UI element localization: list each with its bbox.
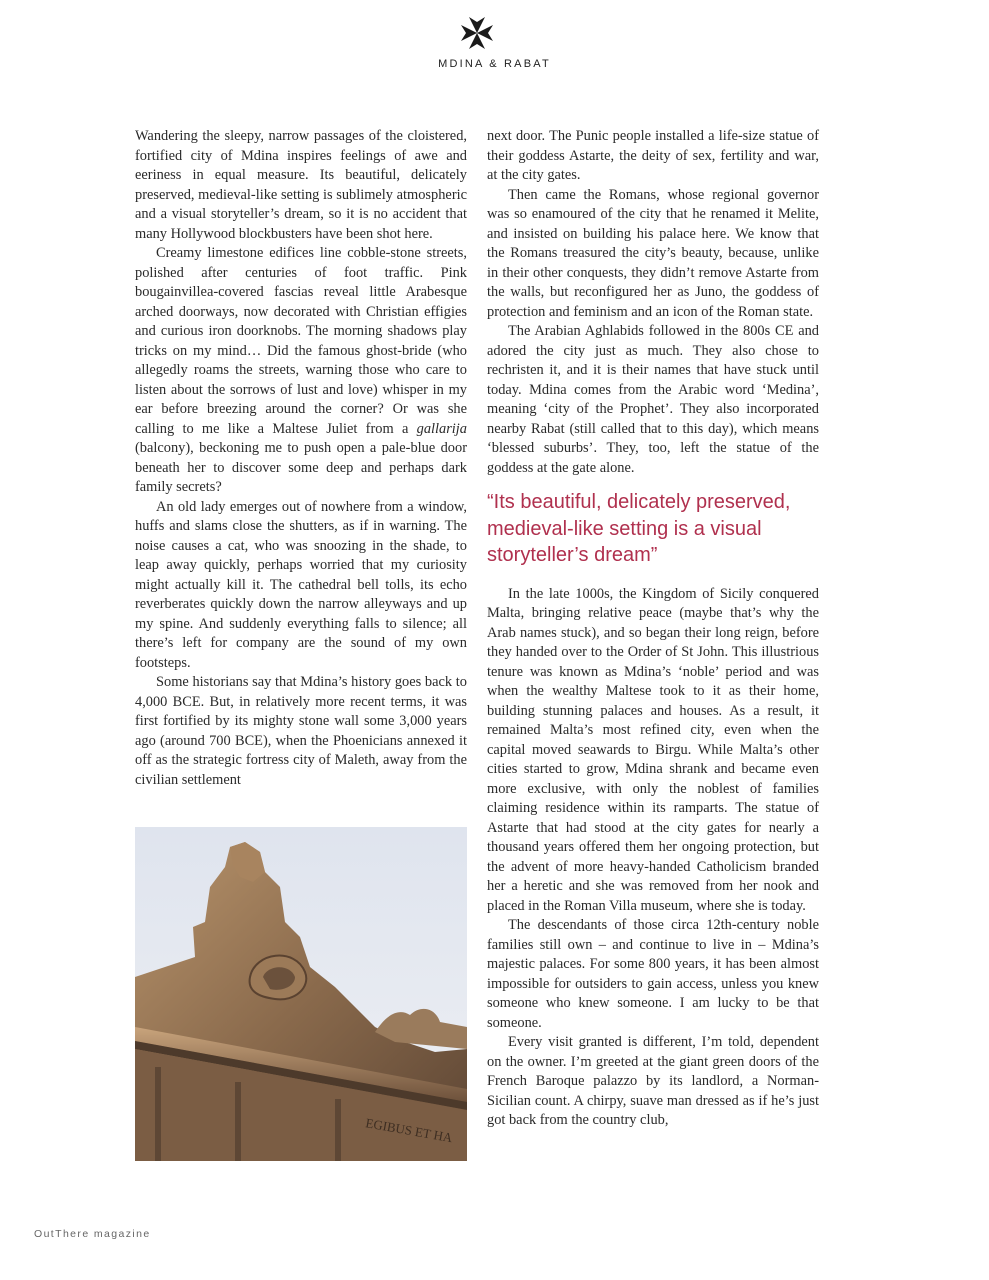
paragraph: The descendants of those circa 12th-century noble families still own – and continue to live in – Mdina’s majestic palaces. For some 800 years, it has been almost impossible for outsiders to gain access, unless you knew someone who knew someone. I am lucky to be that someone. xyxy=(487,917,819,1031)
architecture-photo xyxy=(135,827,467,1161)
paragraph: The Arabian Aghlabids followed in the 800s CE and adored the city just as much. They also chose to rechristen it, and it is their names that have stuck until today. Mdina comes from the Arabic word ‘Medina’, meaning ‘city of the Prophet’. They also incorporated nearby Rabat (still called that to this day), which means ‘blessed suburbs’. They, too, left the statue of the goddess at the gate alone. xyxy=(487,323,819,476)
left-column xyxy=(135,127,467,790)
paragraph: Some historians say that Mdina’s history goes back to 4,000 BCE. But, in relatively more recent terms, it was first fortified by its mighty stone wall some 3,000 years ago (around 700 BCE), when the Phoenicians annexed it off as the strategic fortress city of Maleth, away from the civilian settlement xyxy=(135,674,467,788)
photo-inscription: EGIBUS ET HA xyxy=(364,1115,454,1146)
paragraph: Every visit granted is different, I’m told, dependent on the owner. I’m greeted at the giant green doors of the French Baroque palazzo by its landlord, a Norman-Sicilian count. A chirpy, suave man dressed as if he’s just got back from the country club, xyxy=(487,1034,819,1128)
paragraph: next door. The Punic people installed a life-size statue of their goddess Astarte, the deity of sex, fertility and war, at the city gates. xyxy=(487,128,819,183)
publication-footer: OutThere magazine xyxy=(34,1228,151,1240)
right-column xyxy=(487,127,819,1131)
section-title: MDINA & RABAT xyxy=(438,58,551,70)
paragraph: Wandering the sleepy, narrow passages of the cloistered, fortified city of Mdina inspires feelings of awe and eeriness in equal measure. Its beautiful, delicately preserved, medieval-like setting is sublimely atmospheric and a visual storyteller’s dream, so it is no accident that many Hollywood blockbusters have been shot here. xyxy=(135,128,467,242)
paragraph: Then came the Romans, whose regional governor was so enamoured of the city that he renamed it Melite, and insisted on building his palace here. We know that the Romans treasured the city’s beauty, because, unlike in their other conquests, they didn’t remove Astarte from the walls, but reconfigured her as Juno, the goddess of protection and feminism and an icon of the Roman state. xyxy=(487,186,819,320)
italic-term: gallarija xyxy=(416,420,467,437)
pull-quote: “Its beautiful, delicately preserved, medieval-like setting is a visual storyteller’s dream” xyxy=(487,491,791,566)
paragraph: In the late 1000s, the Kingdom of Sicily conquered Malta, bringing relative peace (maybe that’s why the Arab names stuck), and so began their long reign, before they handed over to the Order of St John. This illustrious tenure was known as Mdina’s ‘noble’ period and was when the wealthy Maltese took to it as their home, building stunning palaces and houses. As a result, it remained Malta’s most refined city, even when the capital moved seawards to Birgu. While Malta’s other cities started to grow, Mdina shrank and became even more exclusive, with only the noblest of families claiming residence within its ramparts. The statue of Astarte that had stood at the city gates for nearly a thousand years offered them her ongoing protection, but the advent of more heavy-handed Catholicism branded her a heretic and she was removed from her nook and placed in the Roman Villa museum, where she is today. xyxy=(487,585,819,914)
paragraph: Creamy limestone edifices line cobble-stone streets, polished after centuries of foot traffic. Pink bougainvillea-covered fascias reveal little Arabesque arched doorways, now decorated with Christian effigies and curious iron doorknobs. The morning shadows play tricks on my mind… Did the famous ghost-bride (who allegedly roams the streets, warning those who care to listen about the sorrows of lust and love) whisper in my ear before breezing around the corner? Or was she calling to me like a Maltese Juliet from a gallarija (balcony), beckoning me to push open a pale-blue door beneath her to discover some deep and perhaps dark family secrets? xyxy=(135,245,467,495)
maltese-cross-icon xyxy=(460,16,494,50)
paragraph: An old lady emerges out of nowhere from a window, huffs and slams close the shutters, as if in warning. The noise causes a cat, who was snoozing in the shade, to leap away quickly, perhaps worried that my curiosity might actually kill it. The cathedral bell tolls, its echo reverberates quickly down the narrow alleyways and up my spine. And suddenly everything falls to silence; all there’s left for company are the sound of my own footsteps. xyxy=(135,498,467,671)
